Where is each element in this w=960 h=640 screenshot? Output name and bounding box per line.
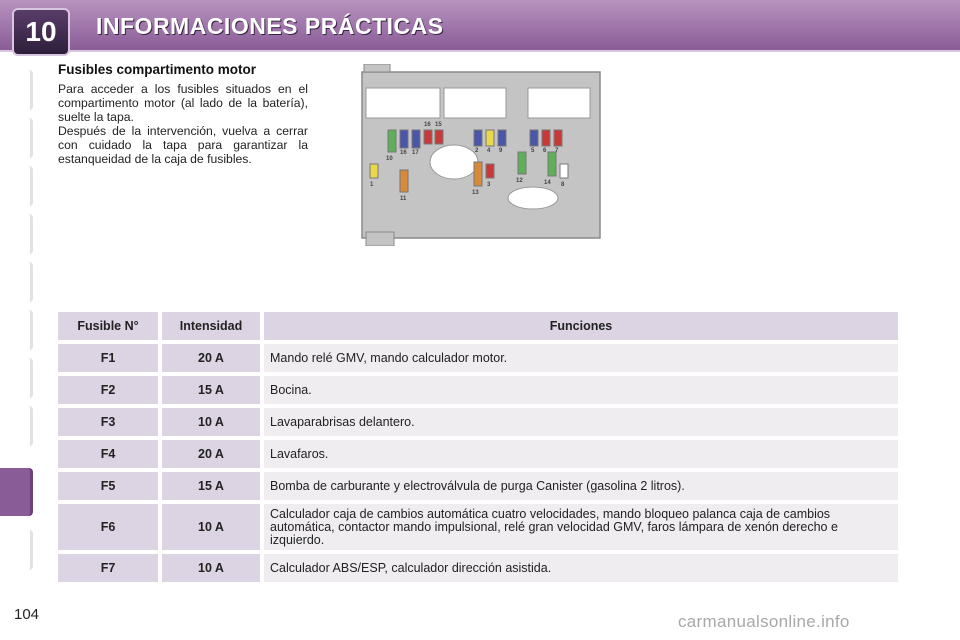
fuse-label: 6 [543,148,547,154]
chapter-tab[interactable] [0,214,33,254]
fuse-label: 16 [424,122,431,128]
fuse-current: 15 A [162,376,260,404]
table-row [58,408,898,436]
table-row [58,376,898,404]
fuse-label: 16 [400,150,407,156]
chapter-tab[interactable] [0,70,33,110]
chapter-tab[interactable] [0,530,33,570]
chapter-tab[interactable] [0,166,33,206]
fuse-number: F1 [58,344,158,372]
chapter-tab[interactable] [0,358,33,398]
fuse-label: 12 [516,178,523,184]
table-row [58,344,898,372]
paragraph-access: Para acceder a los fusibles situados en el compartimento motor (al lado de la batería), suelte la tapa. [58,82,308,124]
table-row [58,472,898,500]
column-header-fuse: Fusible N° [58,312,158,340]
fuse-label: 14 [544,180,551,186]
fuse-number: F5 [58,472,158,500]
fuse-function: Bocina. [264,376,898,404]
fuse-box-diagram [356,64,604,246]
fuse-label: 15 [435,122,442,128]
fuse-number: F3 [58,408,158,436]
fuse-current: 10 A [162,504,260,550]
fuse-label: 4 [487,148,491,154]
fuse-current: 20 A [162,344,260,372]
table-row [58,504,898,550]
watermark: carmanualsonline.info [678,612,850,631]
fuse-label: 2 [475,148,479,154]
fuse-label: 9 [499,148,503,154]
page-number: 104 [14,606,40,623]
fuse-current: 10 A [162,554,260,582]
paragraph-close: Después de la intervención, vuelva a cerrar con cuidado la tapa para garantizar la estanqueidad de la caja de fusibles. [58,124,308,166]
chapter-tab[interactable] [0,310,33,350]
chapter-tab[interactable] [0,406,33,446]
table-row [58,440,898,468]
fuse-number: F2 [58,376,158,404]
fuse-current: 15 A [162,472,260,500]
chapter-title: INFORMACIONES PRÁCTICAS [96,13,444,39]
fuse-function: Mando relé GMV, mando calculador motor. [264,344,898,372]
fuse-current: 20 A [162,440,260,468]
fuse-label: 8 [561,182,565,188]
fuse-number: F7 [58,554,158,582]
chapter-tab[interactable] [0,262,33,302]
fuse-label: 7 [555,148,559,154]
fuse-function: Lavafaros. [264,440,898,468]
section-title: Fusibles compartimento motor [58,62,257,77]
column-header-current: Intensidad [162,312,260,340]
fuse-function: Calculador caja de cambios automática cuatro velocidades, mando bloqueo palanca caja de cambios automática, contactor mando impulsional, relé gran velocidad GMV, faros lámpara de xenón derecho e izquierdo. [264,504,898,550]
fuse-table [54,308,902,586]
header-divider [0,50,960,52]
fuse-function: Lavaparabrisas delantero. [264,408,898,436]
fuse-function: Calculador ABS/ESP, calculador dirección asistida. [264,554,898,582]
column-header-functions: Funciones [264,312,898,340]
fuse-label: 5 [531,148,535,154]
chapter-number-badge: 10 [12,8,70,56]
fuse-current: 10 A [162,408,260,436]
fuse-label: 1 [370,182,374,188]
chapter-tab[interactable] [0,118,33,158]
fuse-label: 11 [400,196,407,202]
fuse-function: Bomba de carburante y electroválvula de purga Canister (gasolina 2 litros). [264,472,898,500]
fuse-label: 10 [386,156,393,162]
table-row [58,554,898,582]
table-header-row [58,312,898,340]
fuse-label: 17 [412,150,419,156]
fuse-label: 3 [487,182,491,188]
fuse-number: F4 [58,440,158,468]
fuse-number: F6 [58,504,158,550]
chapter-tab-active[interactable] [0,468,33,516]
fuse-label: 13 [472,190,479,196]
